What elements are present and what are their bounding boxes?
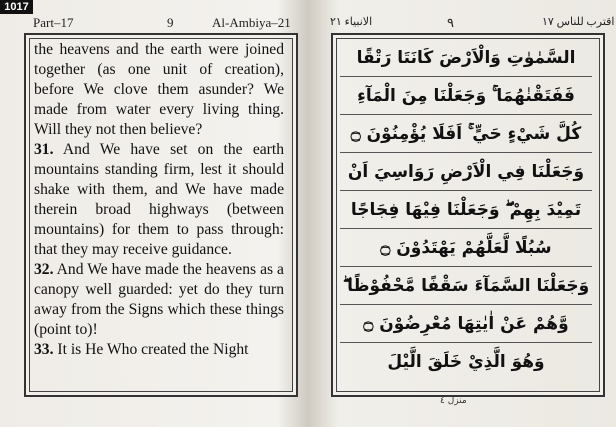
translation-paragraph [34,140,284,260]
arabic-line: سُبُلًا لَّعَلَّهُمْ يَهْتَدُوْنَ ۝ [340,230,592,267]
arabic-line: وَجَعَلْنَا فِي الْاَرْضِ رَوَاسِيَ اَنْ [340,154,592,191]
manzil-marker: منزل ٤ [440,396,467,406]
verse-text: And We have made the heavens as a canopy well guarded: yet do they turn away from the Signs which these things (point to)! [34,261,284,338]
header-part-arabic: اقترب للناس ١٧ [542,16,615,28]
translation-paragraph [34,40,284,140]
header-part: Part–17 [33,15,74,30]
verse-number: 33. [34,341,54,358]
arabic-line: فَفَتَقْنٰهُمَا ۚ وَجَعَلْنَا مِنَ الْمَآءِ [340,78,592,115]
arabic-line: وَّهُمْ عَنْ اٰيٰتِهَا مُعْرِضُوْنَ ۝ [340,306,592,343]
translation-paragraph [34,340,284,360]
verse-text: It is He Who created the Night [57,341,249,358]
header-page-number-left: 9 [167,15,174,30]
arabic-line: وَهُوَ الَّذِيْ خَلَقَ الَّيْلَ [387,352,545,372]
verse-text: the heavens and the earth were joined together (as one unit of creation), before We clove them asunder? We made from water every living thing. Will they not then believe? [34,41,284,138]
english-translation [34,40,284,386]
header-surah-arabic: الانبیاء ٢١ [330,16,373,28]
arabic-line: كُلَّ شَيْءٍ حَيٍّ ۚ اَفَلَا يُؤْمِنُوْنَ ۝ [340,116,592,153]
verse-number: 31. [34,141,54,158]
verse-text: And We have set on the earth mountains standing firm, lest it should shake with them, and We have made therein broad highways (between mountains) for them to pass through: that they may receive guidance. [34,141,284,258]
verse-number: 32. [34,261,54,278]
translation-paragraph [34,260,284,340]
header-page-number-right: ٩ [447,15,454,30]
arabic-line: السَّمٰوٰتِ وَالْاَرْضَ كَانَتَا رَتْقًا [340,40,592,77]
arabic-line: تَمِيْدَ بِهِمْ ۖ وَجَعَلْنَا فِيْهَا فِجَاجًا [340,192,592,229]
header-surah-name: Al-Ambiya–21 [212,15,291,30]
arabic-text-block [340,40,592,386]
scan-number-tag: 1017 [0,0,33,14]
arabic-line: وَجَعَلْنَا السَّمَآءَ سَقْفًا مَّحْفُوْظًا ۖ [340,268,592,305]
